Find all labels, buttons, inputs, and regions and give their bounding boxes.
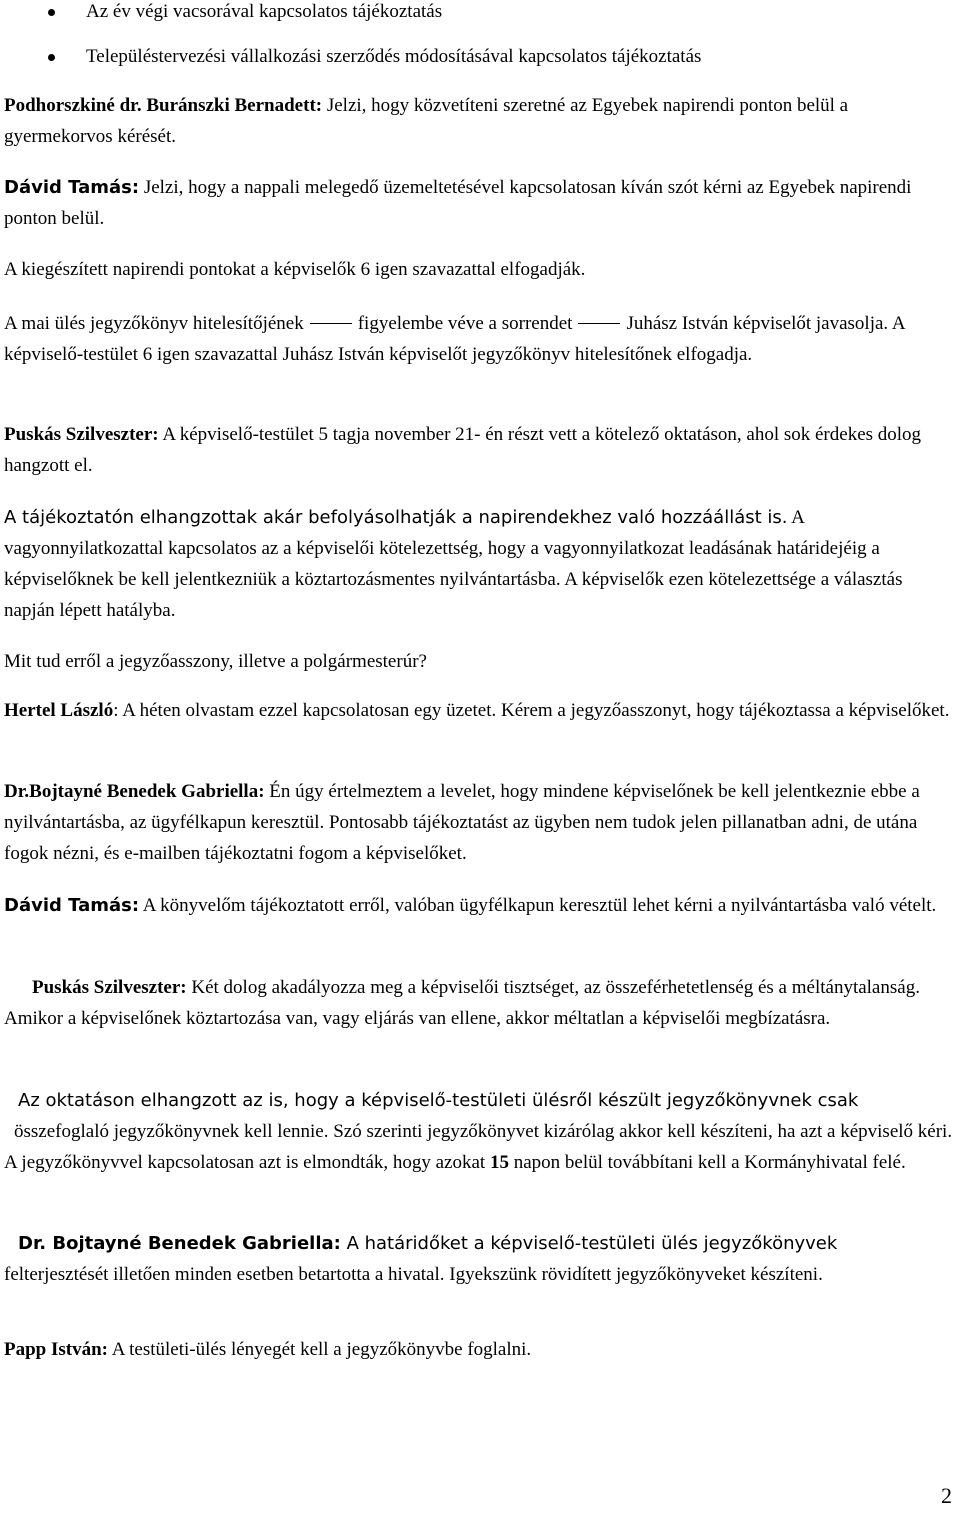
- paragraph-text: A könyvelőm tájékoztatott erről, valóban ügyfélkapun keresztül lehet kérni a nyilvántartásba való vételt.: [139, 895, 937, 916]
- paragraph-text: Jelzi, hogy közvetíteni szeretné az Egyebek napirendi ponton belül a gyermekorvos kérését.: [4, 95, 849, 147]
- speaker-name: Hertel László: [4, 700, 114, 721]
- paragraph-hertel: [4, 695, 956, 726]
- bullet-item: Az év végi vacsorával kapcsolatos tájékoztatás: [86, 1, 443, 22]
- paragraph-text: összefoglaló jegyzőkönyvnek kell lennie. Szó szerinti jegyzőkönyvet kizárólag akkor kell készíteni, ha azt a képviselő kéri. A jegyzőkönyvvel kapcsolatosan azt is elmondták, hogy azokat: [4, 1121, 953, 1173]
- speaker-name: Dr. Bojtayné Benedek Gabriella:: [18, 1233, 341, 1254]
- paragraph-napirend: [4, 254, 956, 285]
- paragraph-text: A vagyonnyilatkozattal kapcsolatos az a képviselői kötelezettség, hogy a vagyonnyilatkozat leadásának határidejéig a képviselőknek be kell jelentkezniük a köztartozásmentes nyilvántartásba. A képviselők ezen kötelezettsége a választás napján lépett hatályba.: [4, 507, 903, 621]
- paragraph-text: A mai ülés jegyzőkönyv hitelesítőjének: [4, 313, 304, 334]
- paragraph-text: figyelembe véve a sorrendet: [357, 313, 573, 334]
- speaker-name: Dávid Tamás:: [4, 177, 140, 198]
- paragraph-bojtayne-1: [4, 776, 956, 869]
- speaker-name: Podhorszkiné dr. Buránszki Bernadett:: [4, 95, 323, 116]
- paragraph-oktatas: [4, 1085, 956, 1178]
- speaker-name: Papp István:: [4, 1339, 108, 1360]
- paragraph-text: Két dolog akadályozza meg a képviselői tisztséget, az összeférhetetlenség és a méltánytalanság. Amikor a képviselőnek köztartozása van, vagy eljárás van ellene, akkor méltatlan a képviselői megbízatásra.: [4, 977, 920, 1029]
- paragraph-kerdes: [4, 646, 956, 677]
- paragraph-david-2: [4, 890, 956, 921]
- em-dash: [578, 323, 620, 324]
- speaker-name: Dr.Bojtayné Benedek Gabriella:: [4, 781, 265, 802]
- paragraph-text: napon belül továbbítani kell a Kormányhivatal felé.: [508, 1152, 906, 1173]
- speaker-name: Puskás Szilveszter:: [32, 977, 187, 998]
- bullet-item: Településtervezési vállalkozási szerződés módosításával kapcsolatos tájékoztatás: [86, 46, 702, 67]
- paragraph-text: : A héten olvastam ezzel kapcsolatosan egy üzetet. Kérem a jegyzőasszonyt, hogy tájékoztassa a képviselőket.: [113, 700, 950, 721]
- paragraph-podhorszkine: [4, 90, 956, 152]
- paragraph-hitelesito: [4, 308, 956, 370]
- speaker-name: Dávid Tamás:: [4, 895, 140, 916]
- paragraph-text: Jelzi, hogy a nappali melegedő üzemeltetésével kapcsolatosan kíván szót kérni az Egyebek napirendi ponton belül.: [4, 177, 912, 229]
- paragraph-text: felterjesztését illetően minden esetben betartotta a hivatal. Igyekszünk rövidített jegyzőkönyveket készíteni.: [4, 1264, 823, 1285]
- speaker-name: Puskás Szilveszter:: [4, 424, 159, 445]
- paragraph-bojtayne-2: [4, 1228, 956, 1290]
- paragraph-puskas-1: [4, 419, 956, 481]
- highlight-number: 15: [489, 1152, 509, 1173]
- paragraph-puskas-2: [4, 972, 956, 1034]
- paragraph-text: Az oktatáson elhangzott az is, hogy a képviselő-testületi ülésről készült jegyzőkönyvnek csak: [18, 1090, 859, 1111]
- paragraph-text: A kiegészített napirendi pontokat a képviselők 6 igen szavazattal elfogadják.: [4, 259, 586, 280]
- paragraph-text: A határidőket a képviselő-testületi ülés jegyzőkönyvek: [340, 1233, 838, 1254]
- em-dash: [310, 323, 352, 324]
- paragraph-text: A képviselő-testület 5 tagja november 21- én részt vett a kötelező oktatáson, ahol sok érdekes dolog hangzott el.: [4, 424, 922, 476]
- paragraph-text: Juhász István képviselőt javasolja. A képviselő-testület 6 igen szavazattal Juhász István képviselőt jegyzőkönyv hitelesítőnek elfogadja.: [4, 313, 905, 365]
- paragraph-papp: [4, 1334, 956, 1365]
- paragraph-text: Én úgy értelmeztem a levelet, hogy mindene képviselőnek be kell jelentkeznie ebbe a nyilvántartásba, az ügyfélkapun keresztül. Pontosabb tájékoztatást az ügyben nem tudok jelen pillanatban adni, de utána fogok nézni, és e-mailben tájékoztatni fogom a képviselőket.: [4, 781, 920, 864]
- paragraph-tajekoztato: [4, 502, 956, 626]
- page-number: 2: [941, 1483, 952, 1508]
- paragraph-text: A testületi-ülés lényegét kell a jegyzőkönyvbe foglalni.: [108, 1339, 532, 1360]
- paragraph-text: Mit tud erről a jegyzőasszony, illetve a polgármesterúr?: [4, 651, 427, 672]
- paragraph-david-1: [4, 172, 956, 234]
- paragraph-text: A tájékoztatón elhangzottak akár befolyásolhatják a napirendekhez való hozzáállást is.: [4, 507, 788, 528]
